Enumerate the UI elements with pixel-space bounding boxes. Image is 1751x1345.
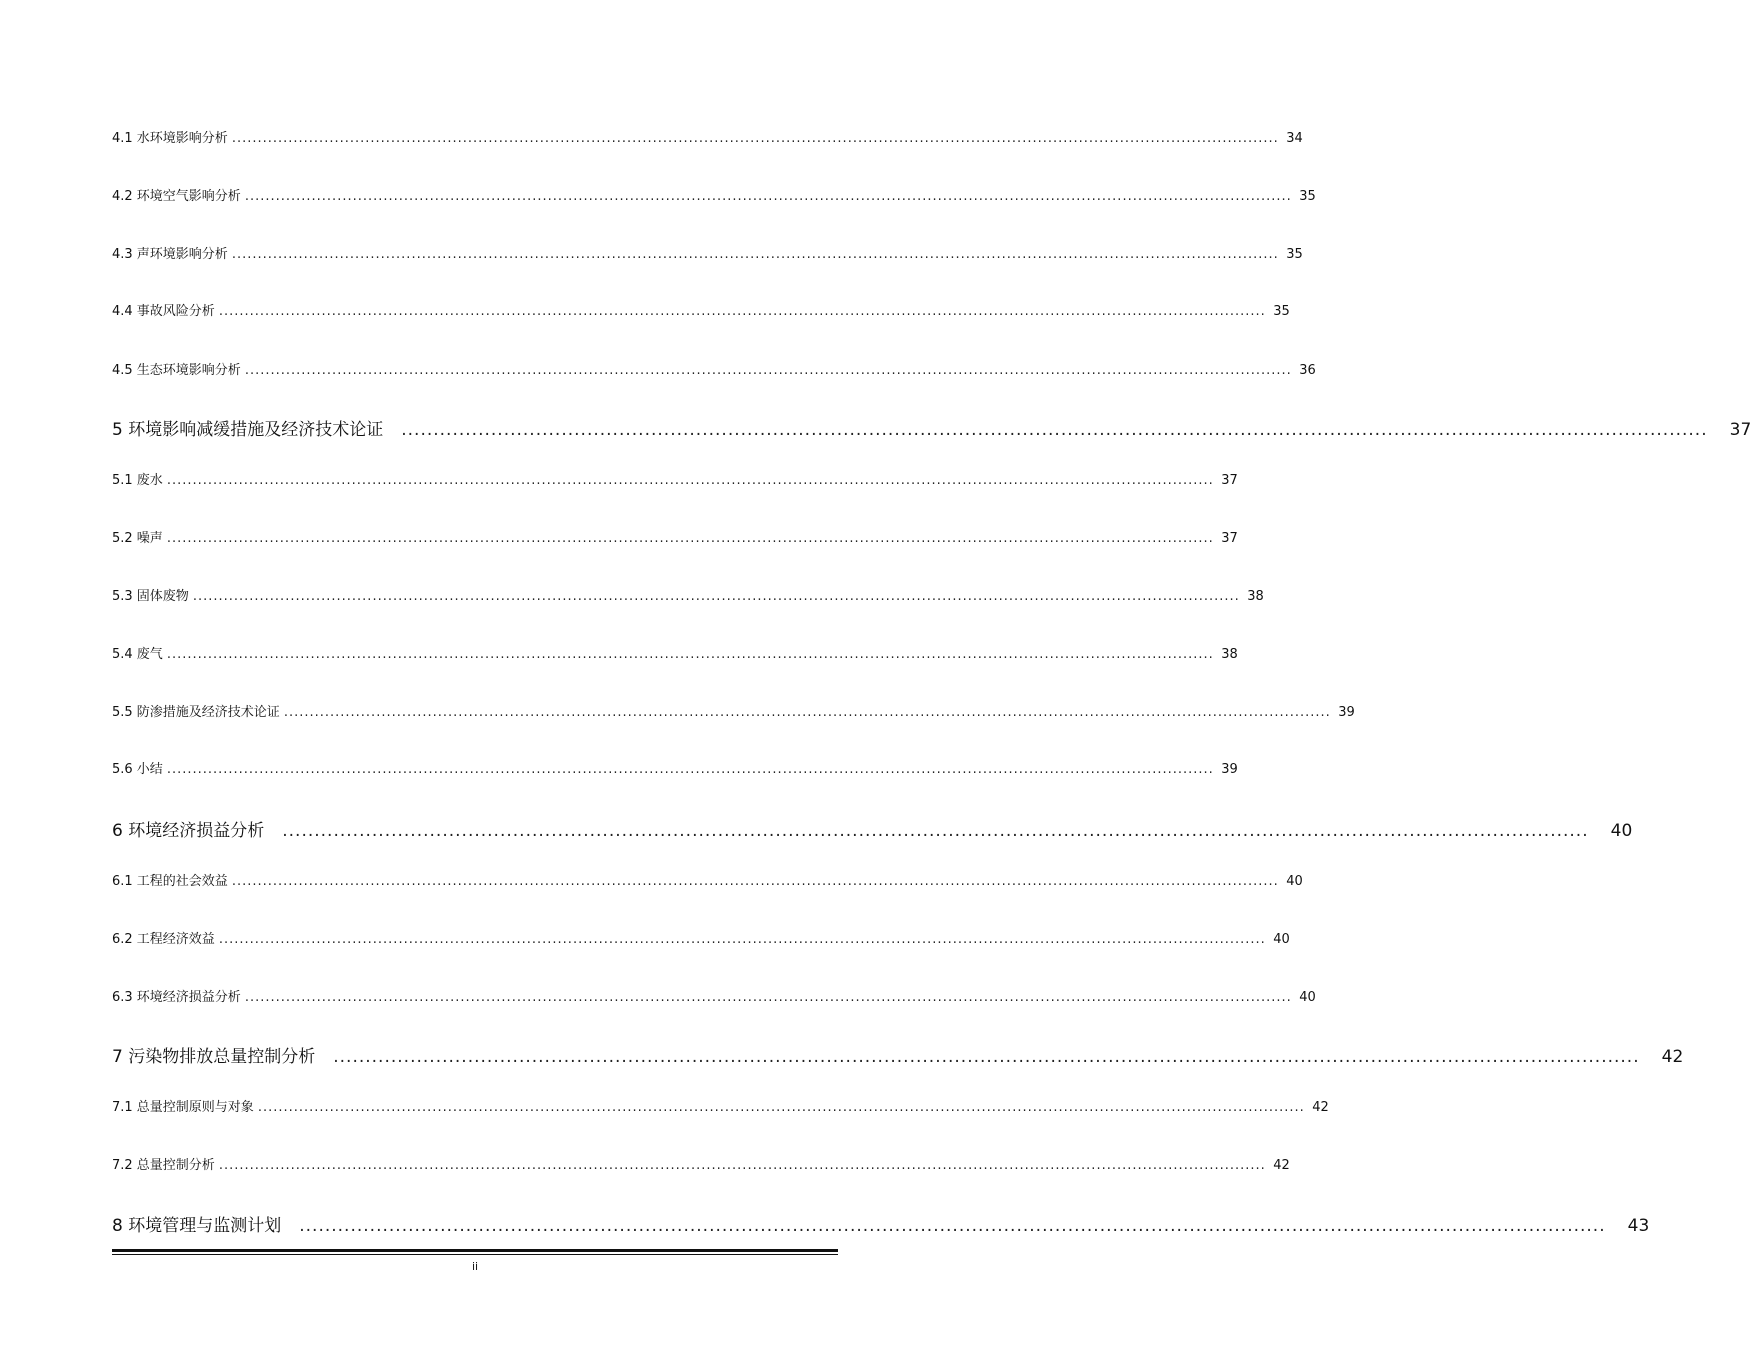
footer-rule-thick (112, 1249, 838, 1252)
toc-entry-label: 5.1 废水 (112, 473, 163, 488)
page-number: ii (471, 1260, 479, 1273)
toc-entry-label: 7.1 总量控制原则与对象 (112, 1100, 254, 1115)
toc-entry-label: 6.1 工程的社会效益 (112, 874, 228, 889)
toc-entry-5-2[interactable] (112, 527, 1238, 546)
toc-entry-page: 39 (1338, 705, 1355, 720)
dot-leader: ............................................................................................................................................................................................................ (333, 1047, 1640, 1067)
toc-entry-page: 35 (1286, 247, 1303, 262)
toc-entry-7-1[interactable] (112, 1096, 1329, 1115)
dot-leader: ............................................................................................................................................................................................................ (244, 990, 1292, 1005)
toc-entry-label: 6.3 环境经济损益分析 (112, 990, 241, 1005)
dot-leader: ............................................................................................................................................................................................................ (166, 531, 1214, 546)
toc-chapter-page: 37 (1729, 420, 1751, 440)
toc-entry-page: 35 (1273, 304, 1290, 319)
toc-entry-label: 5.3 固体废物 (112, 589, 189, 604)
toc-entry-label: 5.4 废气 (112, 647, 163, 662)
toc-entry-label: 5.2 噪声 (112, 531, 163, 546)
toc-entry-6-3[interactable] (112, 986, 1316, 1005)
toc-entry-label: 6.2 工程经济效益 (112, 932, 215, 947)
toc-entry-page: 40 (1273, 932, 1290, 947)
toc-entry-page: 35 (1299, 189, 1316, 204)
toc-entry-page: 39 (1221, 762, 1238, 777)
toc-entry-4-1[interactable] (112, 127, 1303, 146)
toc-entry-4-5[interactable] (112, 359, 1316, 378)
toc-chapter-page: 42 (1661, 1047, 1684, 1067)
toc-entry-page: 38 (1247, 589, 1264, 604)
toc-chapter-6[interactable] (112, 816, 1633, 841)
toc-entry-5-3[interactable] (112, 585, 1264, 604)
toc-entry-6-1[interactable] (112, 870, 1303, 889)
toc-entry-5-4[interactable] (112, 643, 1238, 662)
dot-leader: ............................................................................................................................................................................................................ (192, 589, 1240, 604)
toc-entry-label: 4.3 声环境影响分析 (112, 247, 228, 262)
toc-entry-5-6[interactable] (112, 758, 1238, 777)
toc-entry-page: 42 (1273, 1158, 1290, 1173)
dot-leader: ............................................................................................................................................................................................................ (166, 762, 1214, 777)
toc-entry-page: 40 (1299, 990, 1316, 1005)
toc-entry-7-2[interactable] (112, 1154, 1290, 1173)
toc-entry-4-2[interactable] (112, 185, 1316, 204)
toc-entry-label: 5.6 小结 (112, 762, 163, 777)
toc-chapter-page: 40 (1610, 821, 1633, 841)
toc-chapter-8[interactable] (112, 1211, 1650, 1236)
toc-chapter-7[interactable] (112, 1042, 1684, 1067)
toc-chapter-label: 7 污染物排放总量控制分析 (112, 1047, 316, 1067)
toc-entry-label: 5.5 防渗措施及经济技术论证 (112, 705, 280, 720)
toc-entry-label: 4.4 事故风险分析 (112, 304, 215, 319)
toc-entry-page: 36 (1299, 363, 1316, 378)
toc-chapter-label: 5 环境影响减缓措施及经济技术论证 (112, 420, 384, 440)
toc-entry-label: 7.2 总量控制分析 (112, 1158, 215, 1173)
dot-leader: ............................................................................................................................................................................................................ (257, 1100, 1305, 1115)
dot-leader: ............................................................................................................................................................................................................ (231, 247, 1279, 262)
dot-leader: ............................................................................................................................................................................................................ (244, 363, 1292, 378)
toc-entry-page: 40 (1286, 874, 1303, 889)
dot-leader: ............................................................................................................................................................................................................ (166, 647, 1214, 662)
toc-chapter-5[interactable] (112, 415, 1751, 440)
toc-entry-label: 4.5 生态环境影响分析 (112, 363, 241, 378)
toc-chapter-page: 43 (1627, 1216, 1650, 1236)
toc-entry-page: 42 (1312, 1100, 1329, 1115)
toc-chapter-label: 6 环境经济损益分析 (112, 821, 265, 841)
dot-leader: ............................................................................................................................................................................................................ (166, 473, 1214, 488)
dot-leader: ............................................................................................................................................................................................................ (231, 131, 1279, 146)
dot-leader: ............................................................................................................................................................................................................ (244, 189, 1292, 204)
dot-leader: ............................................................................................................................................................................................................ (231, 874, 1279, 889)
toc-entry-4-3[interactable] (112, 243, 1303, 262)
toc-entry-page: 38 (1221, 647, 1238, 662)
dot-leader: ............................................................................................................................................................................................................ (218, 1158, 1266, 1173)
toc-entry-page: 37 (1221, 473, 1238, 488)
toc-entry-6-2[interactable] (112, 928, 1290, 947)
toc-entry-page: 37 (1221, 531, 1238, 546)
toc-entry-page: 34 (1286, 131, 1303, 146)
toc-entry-5-5[interactable] (112, 701, 1355, 720)
toc-chapter-label: 8 环境管理与监测计划 (112, 1216, 282, 1236)
dot-leader: ............................................................................................................................................................................................................ (283, 705, 1331, 720)
toc-entry-label: 4.2 环境空气影响分析 (112, 189, 241, 204)
dot-leader: ............................................................................................................................................................................................................ (218, 304, 1266, 319)
dot-leader: ............................................................................................................................................................................................................ (401, 420, 1708, 440)
dot-leader: ............................................................................................................................................................................................................ (299, 1216, 1606, 1236)
toc-entry-4-4[interactable] (112, 300, 1290, 319)
toc-entry-label: 4.1 水环境影响分析 (112, 131, 228, 146)
dot-leader: ............................................................................................................................................................................................................ (218, 932, 1266, 947)
dot-leader: ............................................................................................................................................................................................................ (282, 821, 1589, 841)
footer-rule-thin (112, 1254, 838, 1255)
toc-entry-5-1[interactable] (112, 469, 1238, 488)
